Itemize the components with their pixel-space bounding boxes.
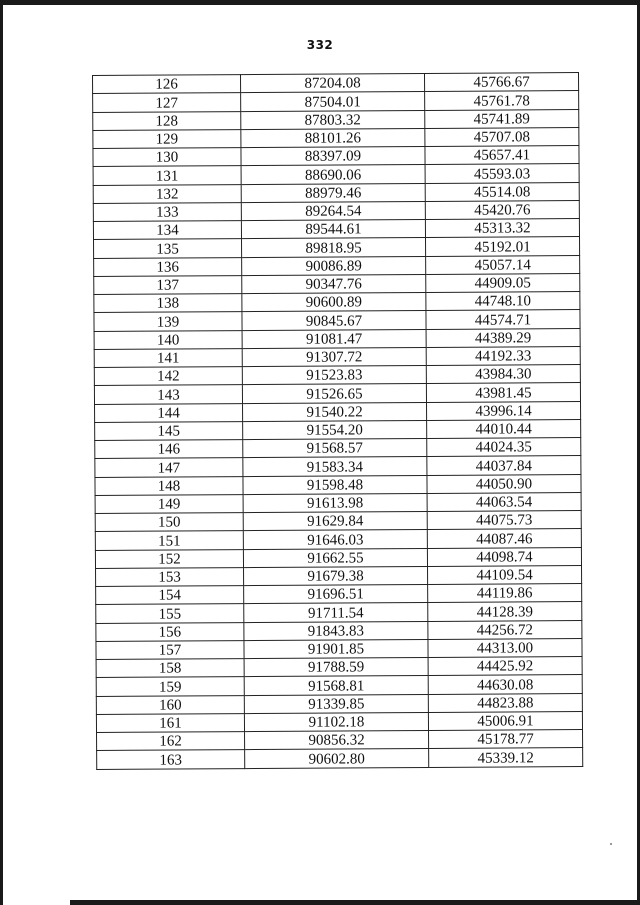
cell-index: 130 xyxy=(93,148,241,167)
table-row xyxy=(94,383,580,404)
cell-index: 156 xyxy=(96,622,244,641)
cell-value-b: 44109.54 xyxy=(428,565,582,584)
cell-value-a: 88979.46 xyxy=(241,183,425,202)
cell-index: 145 xyxy=(95,421,243,440)
table-row xyxy=(95,438,581,459)
cell-value-a: 90347.76 xyxy=(242,274,426,293)
table-row xyxy=(95,419,581,440)
cell-value-b: 44075.73 xyxy=(427,511,581,530)
cell-value-b: 45313.32 xyxy=(425,219,579,238)
table-row xyxy=(94,365,580,386)
cell-value-a: 91711.54 xyxy=(244,603,428,622)
table-container xyxy=(92,72,582,769)
cell-value-a: 89264.54 xyxy=(241,201,425,220)
cell-value-b: 44630.08 xyxy=(428,675,582,694)
cell-value-b: 44389.29 xyxy=(426,328,580,347)
cell-value-b: 44574.71 xyxy=(426,310,580,329)
cell-value-a: 91307.72 xyxy=(242,347,426,366)
table-row xyxy=(93,164,579,185)
cell-value-b: 44823.88 xyxy=(428,693,582,712)
cell-index: 160 xyxy=(96,695,244,714)
cell-value-b: 45514.08 xyxy=(425,182,579,201)
cell-value-b: 44037.84 xyxy=(427,456,581,475)
cell-index: 162 xyxy=(97,732,245,751)
table-row xyxy=(94,273,580,294)
cell-value-a: 91679.38 xyxy=(244,566,428,585)
cell-index: 140 xyxy=(94,330,242,349)
cell-index: 153 xyxy=(96,567,244,586)
cell-value-a: 91788.59 xyxy=(244,657,428,676)
scan-border-top xyxy=(0,0,640,5)
cell-value-a: 87204.08 xyxy=(241,73,425,92)
cell-value-b: 45657.41 xyxy=(425,146,579,165)
cell-index: 163 xyxy=(97,750,245,769)
table-row xyxy=(96,584,582,605)
cell-value-a: 91901.85 xyxy=(244,639,428,658)
cell-index: 147 xyxy=(95,458,243,477)
table-row xyxy=(96,620,582,641)
cell-value-b: 43984.30 xyxy=(426,365,580,384)
cell-value-a: 88101.26 xyxy=(241,128,425,147)
cell-value-b: 44050.90 xyxy=(427,474,581,493)
cell-value-a: 91568.57 xyxy=(243,438,427,457)
cell-index: 155 xyxy=(96,604,244,623)
cell-index: 133 xyxy=(93,202,241,221)
cell-value-a: 89818.95 xyxy=(242,238,426,257)
cell-index: 136 xyxy=(94,257,242,276)
cell-index: 154 xyxy=(96,586,244,605)
cell-value-b: 44748.10 xyxy=(426,292,580,311)
table-row xyxy=(94,310,580,331)
cell-value-a: 91646.03 xyxy=(243,530,427,549)
scan-border-left xyxy=(0,0,3,905)
cell-index: 137 xyxy=(94,275,242,294)
cell-value-b: 44425.92 xyxy=(428,657,582,676)
table-row xyxy=(94,237,580,258)
table-row xyxy=(95,456,581,477)
cell-value-b: 44192.33 xyxy=(426,346,580,365)
scan-border-bottom xyxy=(70,900,640,905)
table-body xyxy=(93,73,583,769)
table-row xyxy=(93,127,579,148)
cell-value-a: 91102.18 xyxy=(244,712,428,731)
cell-value-a: 91568.81 xyxy=(244,676,428,695)
table-row xyxy=(95,547,581,568)
cell-index: 144 xyxy=(95,403,243,422)
cell-index: 134 xyxy=(93,221,241,240)
cell-value-b: 45339.12 xyxy=(429,748,583,767)
cell-value-b: 44128.39 xyxy=(428,602,582,621)
cell-value-a: 91613.98 xyxy=(243,493,427,512)
cell-value-a: 88690.06 xyxy=(241,165,425,184)
cell-value-b: 45178.77 xyxy=(429,730,583,749)
cell-value-b: 43996.14 xyxy=(427,401,581,420)
cell-index: 127 xyxy=(93,93,241,112)
cell-value-b: 45006.91 xyxy=(428,711,582,730)
cell-index: 132 xyxy=(93,184,241,203)
cell-value-a: 87504.01 xyxy=(241,92,425,111)
cell-value-b: 45057.14 xyxy=(426,255,580,274)
cell-value-b: 44063.54 xyxy=(427,492,581,511)
cell-value-b: 44909.05 xyxy=(426,273,580,292)
cell-value-a: 91843.83 xyxy=(244,621,428,640)
cell-value-a: 91081.47 xyxy=(242,329,426,348)
cell-index: 139 xyxy=(94,312,242,331)
cell-value-a: 90845.67 xyxy=(242,311,426,330)
table-row xyxy=(97,730,583,751)
scan-speck xyxy=(610,843,612,845)
cell-value-a: 91526.65 xyxy=(242,384,426,403)
table-row xyxy=(93,91,579,112)
cell-value-a: 87803.32 xyxy=(241,110,425,129)
cell-index: 150 xyxy=(95,513,243,532)
table-row xyxy=(93,73,579,94)
cell-value-a: 91662.55 xyxy=(243,548,427,567)
table-row xyxy=(97,748,583,769)
table-row xyxy=(96,675,582,696)
table-row xyxy=(93,182,579,203)
cell-value-a: 91540.22 xyxy=(243,402,427,421)
table-row xyxy=(96,565,582,586)
coordinate-table xyxy=(92,72,583,769)
cell-value-a: 90856.32 xyxy=(245,730,429,749)
cell-value-a: 91339.85 xyxy=(244,694,428,713)
cell-index: 161 xyxy=(96,713,244,732)
cell-index: 142 xyxy=(94,367,242,386)
cell-value-b: 44098.74 xyxy=(427,547,581,566)
table-row xyxy=(93,146,579,167)
table-row xyxy=(95,474,581,495)
cell-index: 126 xyxy=(93,75,241,94)
cell-value-a: 91598.48 xyxy=(243,475,427,494)
cell-value-b: 45593.03 xyxy=(425,164,579,183)
table-row xyxy=(93,109,579,130)
cell-value-b: 44256.72 xyxy=(428,620,582,639)
cell-value-a: 91554.20 xyxy=(243,420,427,439)
cell-index: 148 xyxy=(95,476,243,495)
cell-value-b: 44313.00 xyxy=(428,638,582,657)
cell-value-b: 43981.45 xyxy=(426,383,580,402)
cell-value-a: 91523.83 xyxy=(242,365,426,384)
cell-value-b: 45761.78 xyxy=(425,91,579,110)
cell-index: 143 xyxy=(94,385,242,404)
cell-value-a: 91696.51 xyxy=(244,584,428,603)
cell-index: 159 xyxy=(96,677,244,696)
cell-value-b: 45420.76 xyxy=(425,200,579,219)
cell-value-a: 90602.80 xyxy=(245,749,429,768)
table-row xyxy=(95,401,581,422)
table-row xyxy=(96,638,582,659)
table-row xyxy=(96,711,582,732)
cell-value-b: 45741.89 xyxy=(425,109,579,128)
table-row xyxy=(96,693,582,714)
cell-index: 151 xyxy=(95,531,243,550)
cell-index: 131 xyxy=(93,166,241,185)
table-row xyxy=(96,657,582,678)
table-row xyxy=(94,328,580,349)
table-row xyxy=(94,255,580,276)
cell-index: 152 xyxy=(95,549,243,568)
table-row xyxy=(93,219,579,240)
cell-index: 158 xyxy=(96,659,244,678)
cell-value-b: 44087.46 xyxy=(427,529,581,548)
cell-value-a: 90086.89 xyxy=(242,256,426,275)
cell-index: 149 xyxy=(95,494,243,513)
table-row xyxy=(96,602,582,623)
cell-value-b: 44119.86 xyxy=(428,584,582,603)
cell-value-a: 89544.61 xyxy=(241,219,425,238)
cell-value-b: 45707.08 xyxy=(425,127,579,146)
table-row xyxy=(94,292,580,313)
table-row xyxy=(94,346,580,367)
cell-value-b: 45766.67 xyxy=(424,73,578,92)
cell-value-b: 44010.44 xyxy=(427,419,581,438)
page-number: 332 xyxy=(306,38,334,52)
cell-value-a: 90600.89 xyxy=(242,292,426,311)
table-row xyxy=(95,529,581,550)
cell-value-b: 44024.35 xyxy=(427,438,581,457)
cell-index: 146 xyxy=(95,440,243,459)
cell-index: 157 xyxy=(96,640,244,659)
cell-value-a: 91629.84 xyxy=(243,511,427,530)
cell-index: 128 xyxy=(93,111,241,130)
cell-index: 141 xyxy=(94,348,242,367)
table-row xyxy=(95,511,581,532)
cell-index: 135 xyxy=(94,239,242,258)
table-row xyxy=(95,492,581,513)
cell-index: 129 xyxy=(93,129,241,148)
cell-value-a: 91583.34 xyxy=(243,457,427,476)
cell-value-a: 88397.09 xyxy=(241,146,425,165)
table-row xyxy=(93,200,579,221)
cell-value-b: 45192.01 xyxy=(426,237,580,256)
cell-index: 138 xyxy=(94,294,242,313)
